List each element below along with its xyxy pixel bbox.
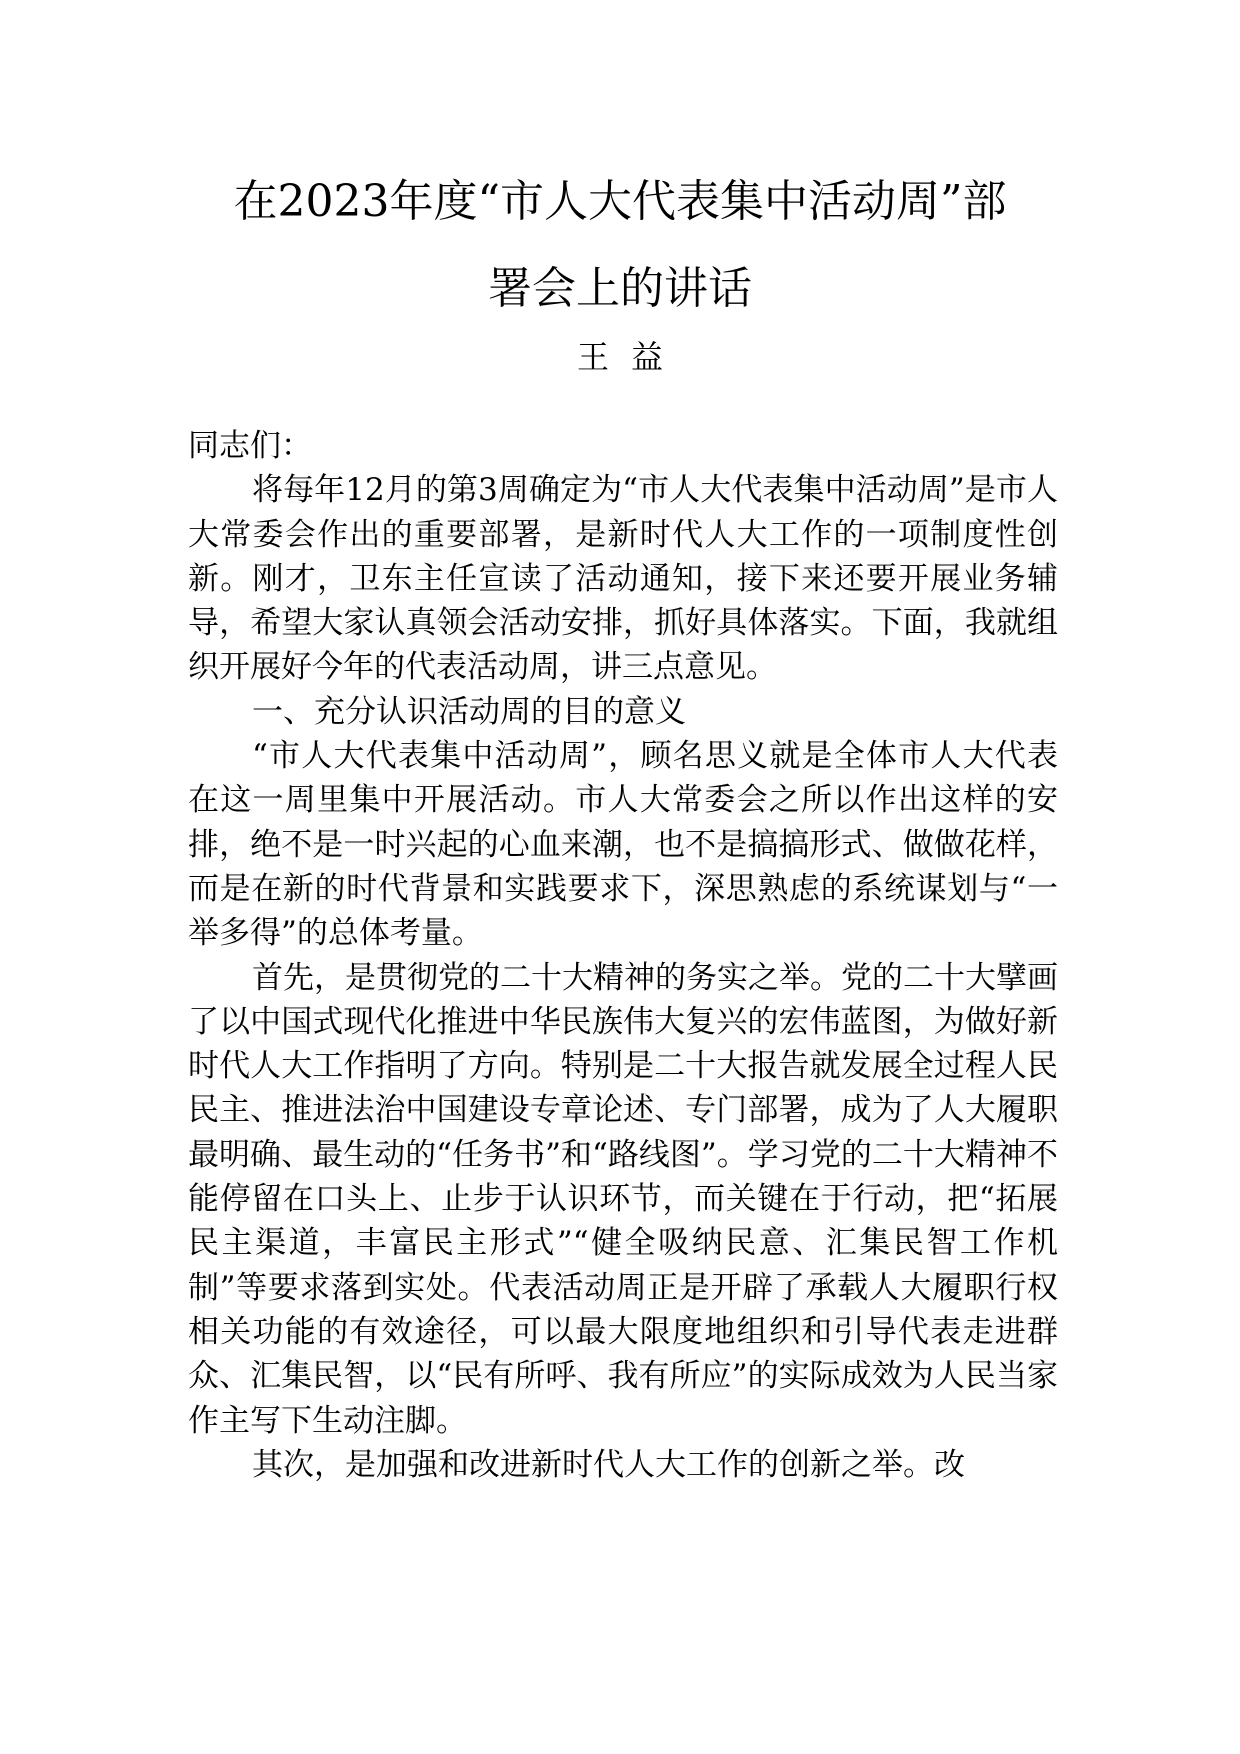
- section-heading-1: 一、充分认识活动周的目的意义: [252, 693, 686, 730]
- paragraph-second-point: 其次，是加强和改进新时代人大工作的创新之举。改: [252, 1446, 965, 1483]
- title-line-2: 署会上的讲话: [488, 263, 752, 314]
- salutation: 同志们：: [188, 428, 312, 464]
- author-name: 王益: [576, 338, 685, 376]
- paragraph-first-point: 首先，是贯彻党的二十大精神的务实之举。党的二十大擘画了以中国式现代化推进中华民族伟大复兴的宏伟蓝图，为做好新时代人大工作指明了方向。特别是二十大报告就发展全过程人民民主、推进法治中国建设专章论述、专门部署，成为了人大履职最明确、最生动的“任务书”和“路线图”。学习党的二十大精神不能停留在口头上、止步于认识环节，而关键在于行动，把“拓展民主渠道，丰富民主形式”“健全吸纳民意、汇集民智工作机制”等要求落到实处。代表活动周正是开辟了承载人大履职行权相关功能的有效途径，可以最大限度地组织和引导代表走进群众、汇集民智，以“民有所呼、我有所应”的实际成效为人民当家作主写下生动注脚。: [188, 959, 1058, 1439]
- title-line-1: 在2023年度“市人大代表集中活动周”部: [233, 176, 1007, 227]
- paragraph-section-1-intro: “市人大代表集中活动周”，顾名思义就是全体市人大代表在这一周里集中开展活动。市人大常委会之所以作出这样的安排，绝不是一时兴起的心血来潮，也不是搞搞形式、做做花样，而是在新的时代背景和实践要求下，深思熟虑的系统谋划与“一举多得”的总体考量。: [188, 738, 1058, 952]
- speech-body: [188, 424, 1058, 1487]
- paragraph-intro: 将每年12月的第3周确定为“市人大代表集中活动周”是市人大常委会作出的重要部署，是新时代人大工作的一项制度性创新。刚才，卫东主任宣读了活动通知，接下来还要开展业务辅导，希望大家认真领会活动安排，抓好具体落实。下面，我就组织开展好今年的代表活动周，讲三点意见。: [188, 472, 1058, 686]
